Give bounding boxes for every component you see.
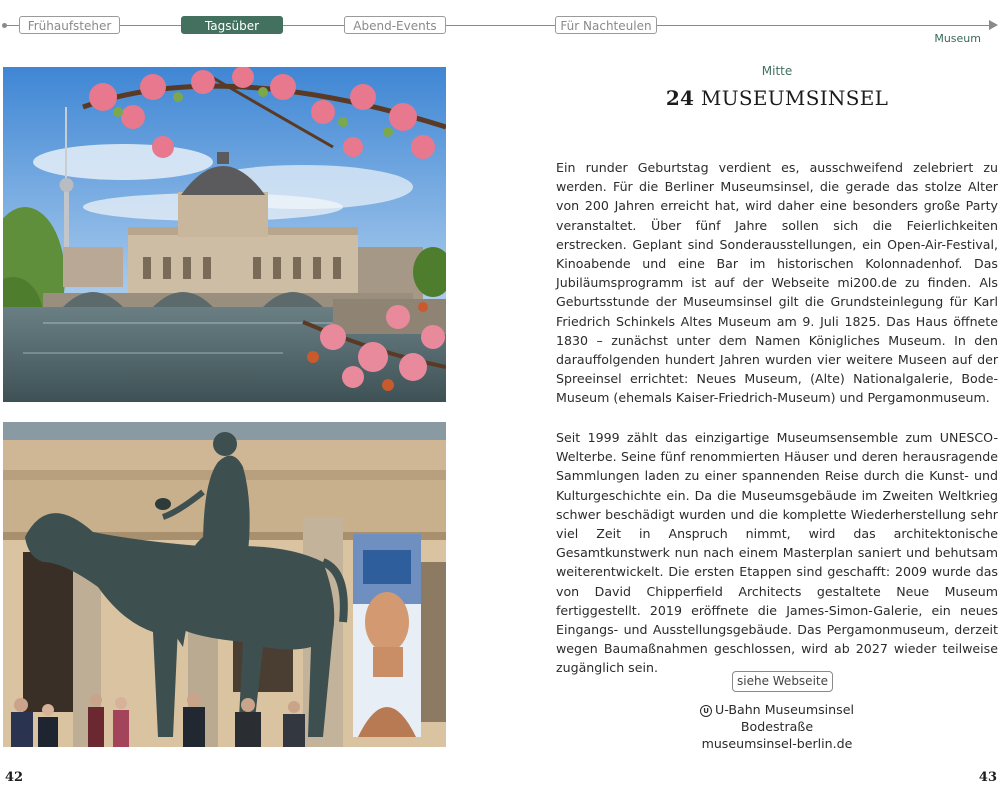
- body-paragraph-2: Seit 1999 zählt das einzigartige Museumsensemble zum UNESCO-Welterbe. Seine fünf renommierten Häuser und deren herausragende Sammlungen laden zu einer spannenden Reise durch die Kunst- und Kulturgeschichte ein. Da die Museumsgebäude im Zweiten Weltkrieg schwer beschädigt wurden und die komplette Wiederherstellung sehr viel Zeit in Anspruch nimmt, wird das architektonische Gesamtkunstwerk nun nach einem Masterplan saniert und behutsam weiterentwickelt. Die ersten Etappen sind geschafft: 2009 wurde das von David Chipperfield Architects gestaltete Neue Museum fertiggestellt. 2019 eröffnete die James-Simon-Galerie, ein neues Eingangs- und Ausstellungsgebäude. Das Pergamonmuseum, derzeit wegen Baumaßnahmen geschlossen, wird ab 2027 wieder teilweise zugänglich sein.: [556, 430, 998, 676]
- tab-tagsueber: Tagsüber: [181, 16, 283, 34]
- ubahn-label: U-Bahn: [715, 702, 761, 717]
- time-of-day-timeline: [0, 14, 1000, 44]
- timeline-line: [4, 25, 990, 26]
- tab-fruehaufsteher: Frühaufsteher: [19, 16, 120, 34]
- tab-fuer-nachteulen: Für Nachteulen: [555, 16, 657, 34]
- timeline-arrow-icon: [989, 20, 998, 30]
- page-number-left: 42: [5, 770, 24, 785]
- bode-museum-illustration: [3, 67, 446, 402]
- category-label: Museum: [934, 32, 981, 45]
- website-link[interactable]: museumsinsel-berlin.de: [701, 736, 853, 751]
- opening-hours-pill: siehe Webseite: [732, 671, 833, 692]
- tab-abend-events: Abend-Events: [344, 16, 446, 34]
- page-number-right: 43: [978, 770, 997, 785]
- body-paragraph-1: Ein runder Geburtstag verdient es, ausschweifend zelebriert zu werden. Für die Berliner Museumsinsel, die gerade das stolze Alter von 200 Jahren erreicht hat, wird daher eine besonders große Party veranstaltet. Über fünf Jahre sollen sich die Feierlichkeiten erstrecken. Geplant sind Sonderausstellungen, ein Open-Air-Festival, Kinoabende und eine Bar im historischen Kolonnadenhof. Das Jubiläumsprogramm ist auf der Webseite mi200.de zu finden. Als Geburtsstunde der Museumsinsel gilt die Grundsteinlegung für Karl Friedrich Schinkels Altes Museum am 9. Juli 1825. Das Haus öffnete 1830 – zunächst unter dem Namen Königliches Museum. In den darauffolgenden hundert Jahren wurden vier weitere Museen auf der Spreeinsel errichtet: Neues Museum, (Alte) Nationalgalerie, Bode-Museum (ehemals Kaiser-Friedrich-Museum) und Pergamonmuseum.: [556, 160, 998, 406]
- district-label: Mitte: [761, 64, 793, 78]
- entry-title: [556, 86, 998, 110]
- timeline-start-dot: [2, 23, 7, 28]
- transit-info: [556, 702, 998, 717]
- ubahn-icon: U: [700, 705, 712, 717]
- entry-number: 24: [665, 86, 695, 110]
- photo-reiterin-statue: [3, 422, 446, 747]
- street-address: Bodestraße: [740, 719, 814, 734]
- photo-bode-museum: [3, 67, 446, 402]
- ubahn-station: Museumsinsel: [764, 702, 854, 717]
- statue-illustration: [3, 422, 446, 747]
- entry-name: MUSEUMSINSEL: [700, 86, 889, 110]
